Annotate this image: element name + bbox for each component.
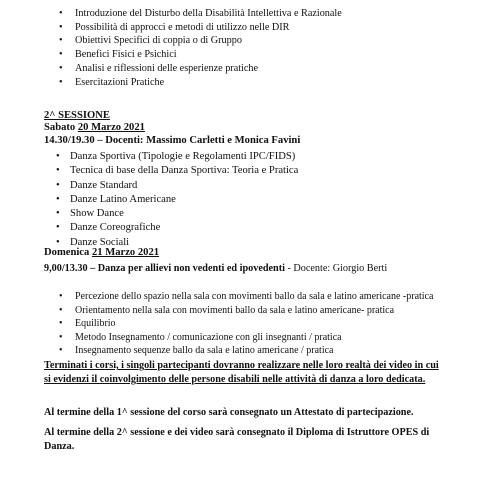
sunday-topics-list bbox=[75, 290, 433, 358]
diploma-paragraph: Al termine della 2^ sessione e dei video sarà consegnato il Diploma di Istruttore OPES di Danza. bbox=[44, 427, 430, 452]
list-item: • Tecnica di base della Danza Sportiva: Teoria e Pratica bbox=[70, 164, 298, 178]
sunday-date: 21 Marzo 2021 bbox=[91, 247, 160, 258]
video-requirement-note: Terminati i corsi, i singoli partecipanti dovranno realizzare nelle loro realtà dei video in cui si evidenzi il coinvolgimento delle persone disabili nelle attività di danza a loro dedicata. bbox=[44, 360, 439, 385]
list-item: • Show Dance bbox=[70, 207, 298, 221]
sunday-label: Domenica bbox=[44, 247, 92, 258]
list-item: • Introduzione del Disturbo della Disabilità Intellettiva e Razionale bbox=[75, 7, 342, 21]
list-item: • Metodo Insegnamento / comunicazione con gli insegnanti / pratica bbox=[75, 331, 433, 345]
list-item: • Danze Standard bbox=[70, 179, 298, 193]
sunday-date-line bbox=[44, 247, 159, 258]
saturday-time-line: 14.30/19.30 – Docenti: Massimo Carletti e Monica Favini bbox=[44, 135, 301, 146]
list-item: • Benefici Fisici e Psichici bbox=[75, 48, 342, 62]
session-title: 2^ SESSIONE bbox=[44, 110, 110, 121]
sunday-teacher: - Docente: Giorgio Berti bbox=[284, 263, 388, 274]
list-item: • Orientamento nella sala con movimenti ballo da sala e latino americane- pratica bbox=[75, 304, 433, 318]
list-item: • Insegnamento sequenze ballo da sala e latino americane / pratica bbox=[75, 344, 433, 358]
saturday-date: 20 Marzo 2021 bbox=[77, 122, 145, 133]
list-item: • Obiettivi Specifici di coppia o di Gruppo bbox=[75, 34, 342, 48]
list-item: • Danze Latino Americane bbox=[70, 193, 298, 207]
attestato-paragraph: Al termine della 1^ sessione del corso sarà consegnato un Attestato di partecipazione. bbox=[44, 407, 414, 418]
list-item: • Analisi e riflessioni delle esperienze pratiche bbox=[75, 62, 342, 76]
list-item: • Danze Sociali bbox=[70, 236, 298, 250]
intro-topics-list bbox=[75, 7, 342, 89]
saturday-topics-list bbox=[70, 150, 298, 250]
list-item: • Danza Sportiva (Tipologie e Regolamenti IPC/FIDS) bbox=[70, 150, 298, 164]
list-item: • Percezione dello spazio nella sala con movimenti ballo da sala e latino americane -pratica bbox=[75, 290, 433, 304]
saturday-label: Sabato bbox=[44, 122, 78, 133]
list-item: • Danze Coreografiche bbox=[70, 221, 298, 235]
saturday-date-line bbox=[44, 122, 145, 133]
list-item: • Esercitazioni Pratiche bbox=[75, 76, 342, 90]
list-item: • Equilibrio bbox=[75, 317, 433, 331]
sunday-time-line bbox=[44, 263, 387, 274]
sunday-time: 9,00/13.30 – Danza per allievi non vedenti ed ipovedenti bbox=[44, 263, 285, 274]
list-item: • Possibilità di approcci e metodi di utilizzo nelle DIR bbox=[75, 21, 342, 35]
